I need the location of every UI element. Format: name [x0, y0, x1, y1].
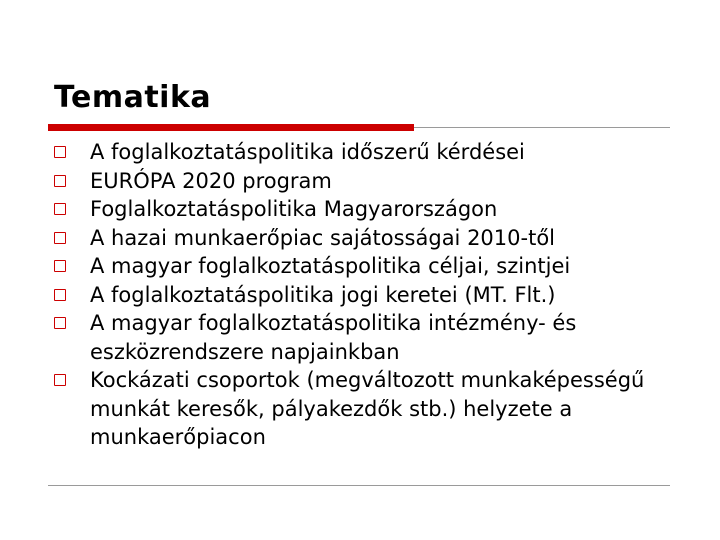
list-item [54, 252, 684, 281]
hollow-square-bullet-icon [54, 260, 66, 272]
slide-title: Tematika [54, 80, 212, 115]
title-underline-accent [48, 124, 414, 131]
list-item [54, 224, 684, 253]
hollow-square-bullet-icon [54, 203, 66, 215]
title-underline-rule [414, 127, 670, 128]
list-item-text: A foglalkoztatáspolitika időszerű kérdései [90, 140, 525, 164]
list-item-text: A magyar foglalkoztatáspolitika intézmény- és eszközrendszere napjainkban [90, 311, 577, 364]
hollow-square-bullet-icon [54, 146, 66, 158]
topic-list [54, 138, 684, 452]
list-item [54, 138, 684, 167]
list-item [54, 309, 684, 366]
hollow-square-bullet-icon [54, 317, 66, 329]
list-item-text: Kockázati csoportok (megváltozott munkaképességű munkát keresők, pályakezdők stb.) helyzete a munkaerőpiacon [90, 368, 645, 449]
list-item-text: Foglalkoztatáspolitika Magyarországon [90, 197, 498, 221]
hollow-square-bullet-icon [54, 289, 66, 301]
list-item-text: A hazai munkaerőpiac sajátosságai 2010-től [90, 225, 556, 250]
hollow-square-bullet-icon [54, 232, 66, 244]
list-item-text: EURÓPA 2020 program [90, 168, 332, 193]
list-item [54, 281, 684, 310]
list-item [54, 167, 684, 196]
list-item-text: A foglalkoztatáspolitika jogi keretei (MT. Flt.) [90, 282, 556, 307]
footer-rule [48, 485, 670, 486]
list-item [54, 195, 684, 224]
hollow-square-bullet-icon [54, 175, 66, 187]
list-item [54, 366, 684, 452]
hollow-square-bullet-icon [54, 374, 66, 386]
list-item-text: A magyar foglalkoztatáspolitika céljai, szintjei [90, 254, 571, 278]
